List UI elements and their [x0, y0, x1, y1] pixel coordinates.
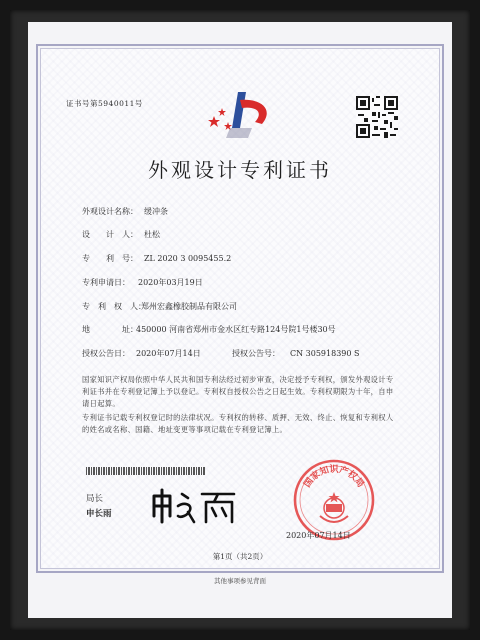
patentee-label: 专 利 权 人：	[82, 302, 146, 311]
barcode	[86, 467, 206, 475]
signatory-title: 局长	[86, 494, 104, 504]
announcement-number-label: 授权公告号：	[232, 349, 280, 358]
seal-date: 2020年07月14日	[286, 531, 351, 540]
address-value: 450000 河南省郑州市金水区红专路124号院1号楼30号	[136, 325, 336, 334]
design-name-value: 缓冲条	[144, 207, 168, 216]
designer-value: 杜松	[144, 230, 160, 239]
patentee-value: 郑州宏鑫橡胶制品有限公司	[141, 302, 237, 311]
signatory-name: 申长雨	[86, 509, 112, 519]
page-indicator: 第1页（共2页）	[212, 552, 268, 561]
grant-date-value: 2020年07月14日	[136, 349, 201, 358]
grant-date-label: 授权公告日：	[82, 349, 130, 358]
patent-number-label: 专 利 号：	[82, 254, 138, 263]
filing-date-label: 专利申请日：	[82, 278, 130, 287]
patent-number-value: ZL 2020 3 0095455.2	[144, 254, 232, 263]
address-label: 地 址：	[82, 325, 138, 334]
certificate-paragraph-1: 国家知识产权局依照中华人民共和国专利法经过初步审查，决定授予专利权，颁发外观设计专利证书并在专利登记簿上予以登记。专利权自授权公告之日起生效。专利权期限为十年，自申请日起算。	[82, 375, 394, 408]
filing-date-value: 2020年03月19日	[138, 278, 203, 287]
patent-office-logo	[200, 88, 282, 146]
certificate-title: 外观设计专利证书	[148, 158, 332, 182]
announcement-number-value: CN 305918390 S	[290, 349, 360, 358]
official-seal	[292, 458, 376, 542]
design-name-label: 外观设计名称：	[82, 207, 138, 216]
seal-text: 国家知识产权局	[302, 465, 366, 490]
qr-code	[356, 96, 398, 138]
certificate-number: 证书号第5940011号	[66, 99, 143, 108]
certificate-paragraph-2: 专利证书记载专利权登记时的法律状况。专利权的转移、质押、无效、终止、恢复和专利权人的姓名或名称、国籍、地址变更等事项记载在专利登记簿上。	[82, 413, 394, 434]
back-note: 其他事项参见背面	[214, 577, 266, 585]
designer-label: 设 计 人：	[82, 230, 138, 239]
handwritten-signature	[148, 486, 240, 526]
